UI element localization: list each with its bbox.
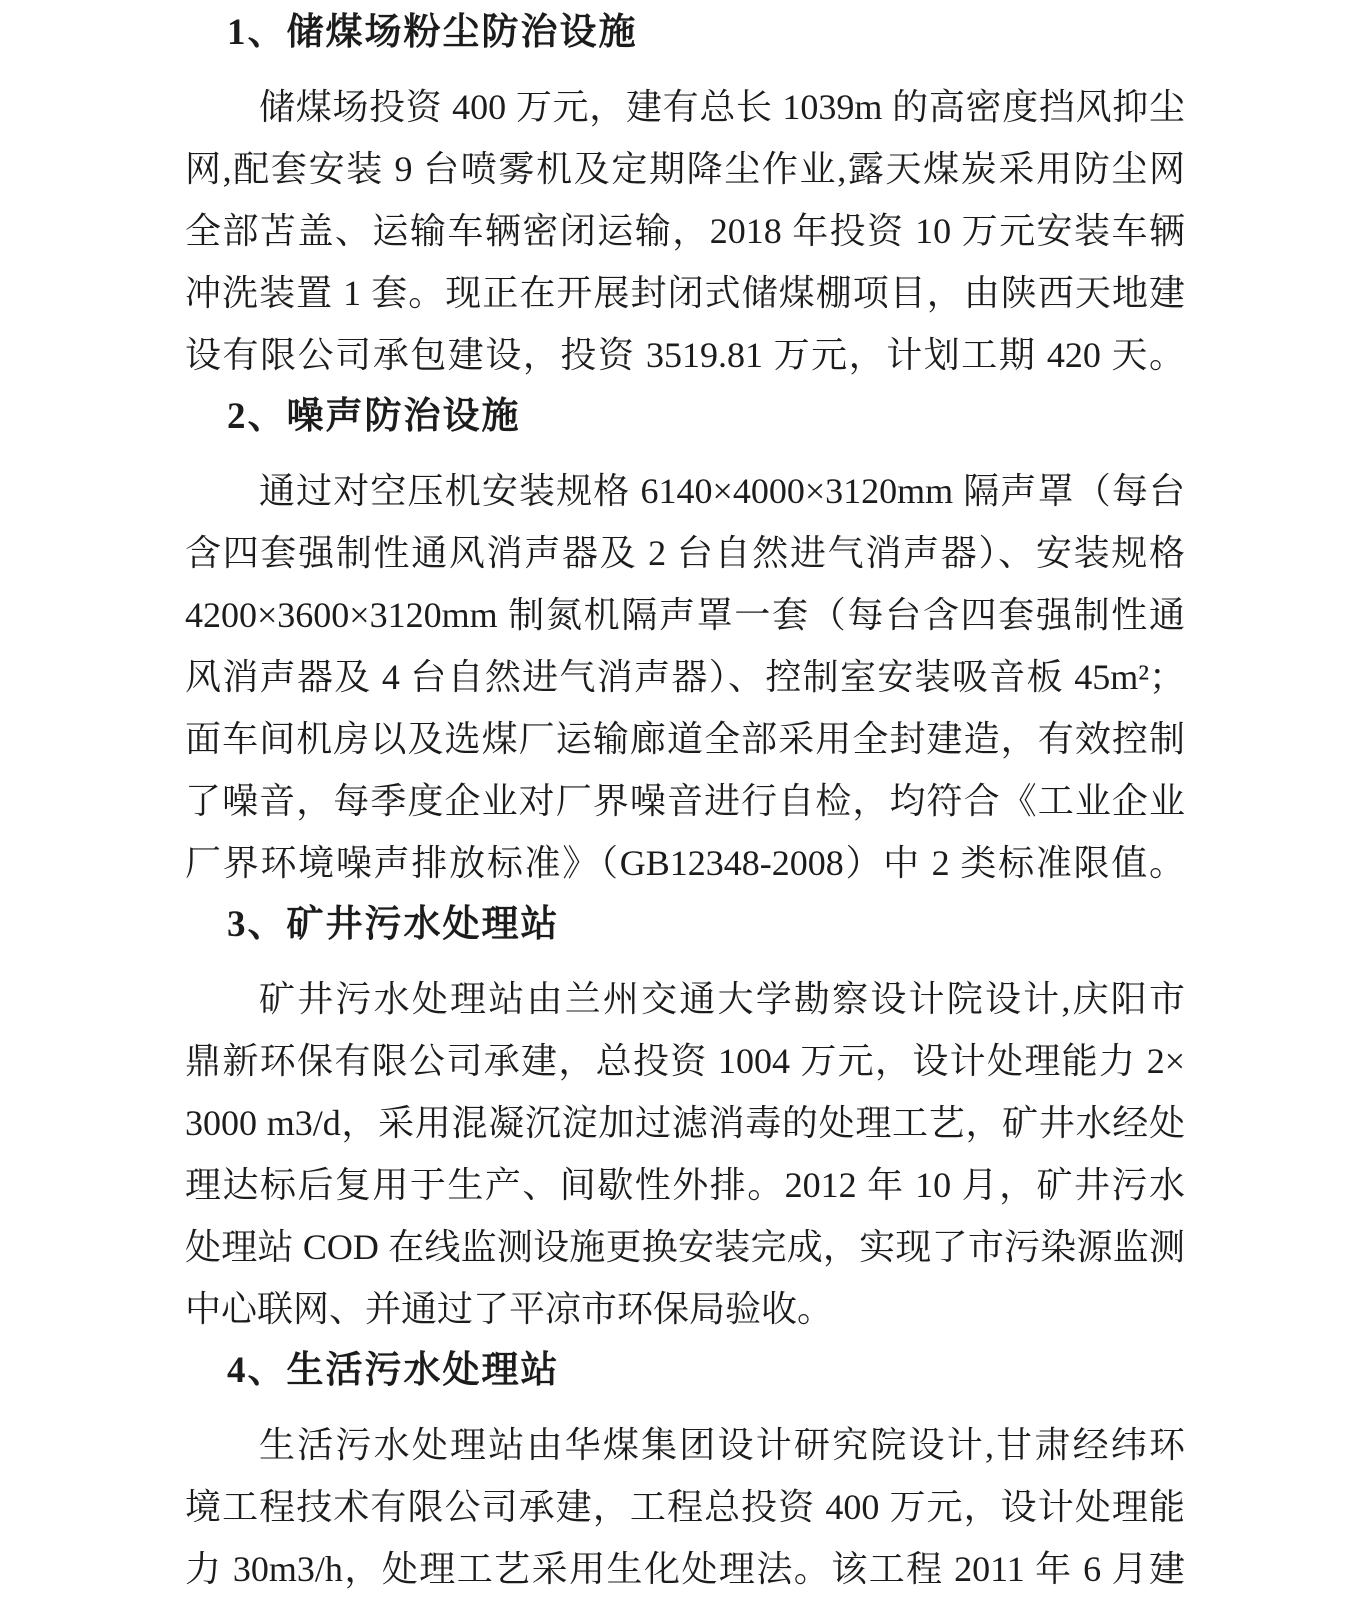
section-heading: 2、噪声防治设施 xyxy=(227,396,521,437)
section-domestic-sewage-station xyxy=(185,1340,1185,1600)
section-heading: 1、储煤场粉尘防治设施 xyxy=(227,12,638,53)
text-line: 风消声器及 4 台自然进气消声器）、控制室安装吸音板 45m²； xyxy=(185,657,1185,697)
text-line: 网,配套安装 9 台喷雾机及定期降尘作业,露天煤炭采用防尘网 xyxy=(185,149,1185,189)
section-coal-yard-dust-control xyxy=(185,2,1185,386)
text-line: 了噪音，每季度企业对厂界噪音进行自检，均符合《工业企业 xyxy=(185,781,1185,821)
text-block xyxy=(185,2,1185,1600)
text-line: 面车间机房以及选煤厂运输廊道全部采用全封建造，有效控制 xyxy=(185,719,1185,759)
text-line: 境工程技术有限公司承建，工程总投资 400 万元，设计处理能 xyxy=(185,1487,1185,1527)
text-line: 生活污水处理站由华煤集团设计研究院设计,甘肃经纬环 xyxy=(259,1425,1185,1465)
text-line: 储煤场投资 400 万元，建有总长 1039m 的高密度挡风抑尘 xyxy=(259,87,1185,127)
section-heading: 3、矿井污水处理站 xyxy=(227,904,560,945)
text-line: 全部苫盖、运输车辆密闭运输，2018 年投资 10 万元安装车辆 xyxy=(185,211,1185,251)
text-line: 中心联网、并通过了平凉市环保局验收。 xyxy=(185,1289,834,1329)
text-line: 厂界环境噪声排放标准》（GB12348-2008）中 2 类标准限值。 xyxy=(185,843,1185,883)
text-line: 处理站 COD 在线监测设施更换安装完成，实现了市污染源监测 xyxy=(185,1227,1185,1267)
text-line: 矿井污水处理站由兰州交通大学勘察设计院设计,庆阳市 xyxy=(259,979,1185,1019)
section-noise-control xyxy=(185,386,1185,894)
text-line: 设有限公司承包建设，投资 3519.81 万元，计划工期 420 天。 xyxy=(185,335,1185,375)
section-heading: 4、生活污水处理站 xyxy=(227,1350,560,1391)
section-mine-sewage-station xyxy=(185,894,1185,1340)
text-line: 冲洗装置 1 套。现正在开展封闭式储煤棚项目，由陕西天地建 xyxy=(185,273,1185,313)
text-line: 力 30m3/h，处理工艺采用生化处理法。该工程 2011 年 6 月建 xyxy=(185,1549,1185,1589)
text-line: 4200×3600×3120mm 制氮机隔声罩一套（每台含四套强制性通 xyxy=(185,595,1185,635)
text-line: 3000 m3/d，采用混凝沉淀加过滤消毒的处理工艺，矿井水经处 xyxy=(185,1103,1185,1143)
text-line: 鼎新环保有限公司承建，总投资 1004 万元，设计处理能力 2× xyxy=(185,1041,1185,1081)
text-line: 通过对空压机安装规格 6140×4000×3120mm 隔声罩（每台 xyxy=(259,471,1185,511)
text-line: 含四套强制性通风消声器及 2 台自然进气消声器）、安装规格 xyxy=(185,533,1185,573)
text-line: 理达标后复用于生产、间歇性外排。2012 年 10 月，矿井污水 xyxy=(185,1165,1185,1205)
